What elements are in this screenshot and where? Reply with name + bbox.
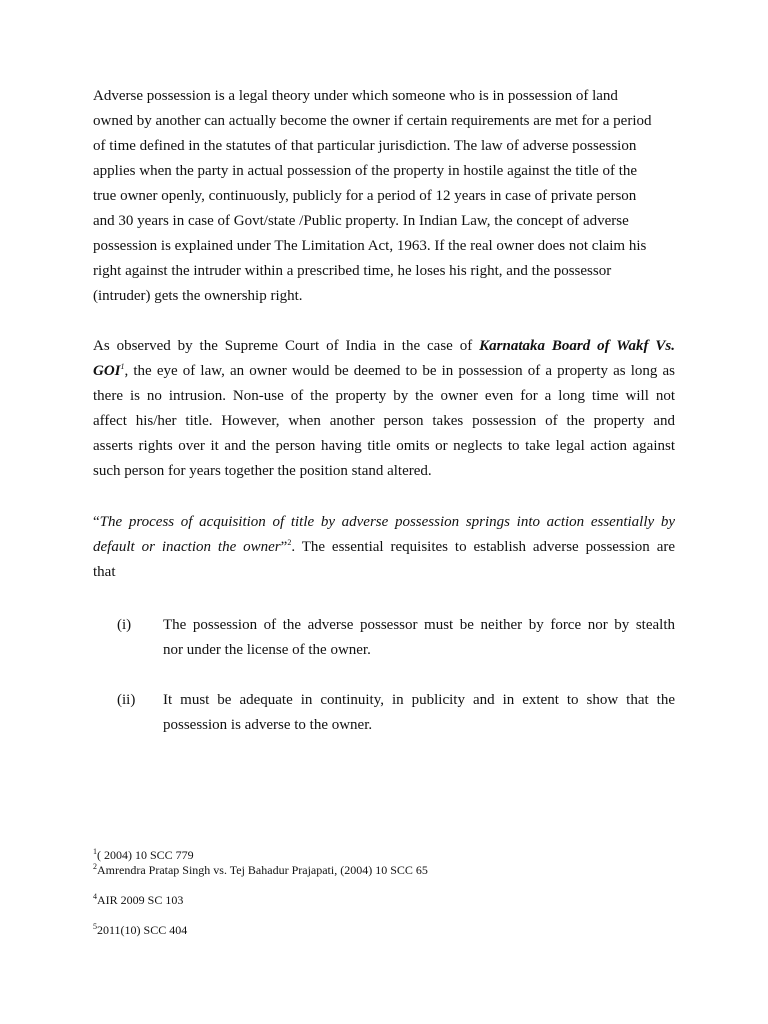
text-line: The possession of the adverse possessor must be neither by force nor by stealth (163, 617, 675, 633)
footnote (93, 923, 187, 937)
text-line (93, 535, 675, 560)
text: , the eye of law, an owner would be deemed to be in possession of a property as long as (124, 363, 675, 379)
footnote-mark: 4 (93, 892, 97, 901)
paragraph-adverse-possession-definition (93, 84, 675, 309)
list-number: (i) (117, 617, 132, 633)
paragraph-quote (93, 510, 675, 585)
text-line: and 30 years in case of Govt/state /Public property. In Indian Law, the concept of adverse (93, 213, 629, 229)
case-name: Karnataka Board of Wakf Vs. (479, 338, 675, 354)
text-line: there is no intrusion. Non-use of the property by the owner even for a long time will not (93, 388, 675, 404)
close-quote: ” (280, 539, 288, 555)
text-line: right against the intruder within a prescribed time, he loses his right, and the possessor (93, 263, 612, 279)
open-quote: “ (93, 514, 100, 530)
text-line: It must be adequate in continuity, in publicity and in extent to show that the (163, 692, 675, 708)
footnote (93, 848, 194, 862)
footnote-ref: 1 (120, 362, 125, 371)
text-line: asserts rights over it and the person having title omits or neglects to take legal action against (93, 438, 675, 454)
text-line (93, 510, 675, 535)
text-line: of time defined in the statutes of that particular jurisdiction. The law of adverse possession (93, 138, 637, 154)
text-line: possession is explained under The Limitation Act, 1963. If the real owner does not claim his (93, 238, 647, 254)
text: As observed by the Supreme Court of India in the case of (93, 338, 473, 354)
text-line: such person for years together the position stand altered. (93, 463, 432, 479)
list-number: (ii) (117, 692, 136, 708)
text-line: affect his/her title. However, when another person takes possession of the property and (93, 413, 675, 429)
footnote-text: 2011(10) SCC 404 (97, 923, 188, 937)
text-line (93, 359, 675, 384)
text-line: nor under the license of the owner. (163, 642, 371, 658)
footnote (93, 893, 183, 907)
text-line: owned by another can actually become the owner if certain requirements are met for a period (93, 113, 652, 129)
text-line (93, 334, 675, 359)
text-line: (intruder) gets the ownership right. (93, 288, 303, 304)
text: . The essential requisites to establish adverse possession are (291, 539, 675, 555)
footnote-mark: 1 (93, 847, 97, 856)
footnote-mark: 2 (93, 862, 97, 871)
text-line: Adverse possession is a legal theory under which someone who is in possession of land (93, 88, 618, 104)
footnote (93, 863, 428, 877)
footnote-text: ( 2004) 10 SCC 779 (97, 848, 194, 862)
text-line: that (93, 564, 116, 580)
paragraph-supreme-court-observation (93, 334, 675, 484)
case-name: GOI (93, 363, 121, 379)
text-line: possession is adverse to the owner. (163, 717, 373, 733)
footnote-text: Amrendra Pratap Singh vs. Tej Bahadur Prajapati, (2004) 10 SCC 65 (97, 863, 428, 877)
footnote-ref: 2 (287, 538, 292, 547)
text-line: true owner openly, continuously, publicly for a period of 12 years in case of private person (93, 188, 637, 204)
text-line: applies when the party in actual possession of the property in hostile against the title of the (93, 163, 638, 179)
quote-text: The process of acquisition of title by adverse possession springs into action essentially by (99, 514, 675, 530)
footnote-mark: 5 (93, 922, 97, 931)
footnote-text: AIR 2009 SC 103 (97, 893, 184, 907)
quote-text: default or inaction the owner (93, 539, 281, 555)
